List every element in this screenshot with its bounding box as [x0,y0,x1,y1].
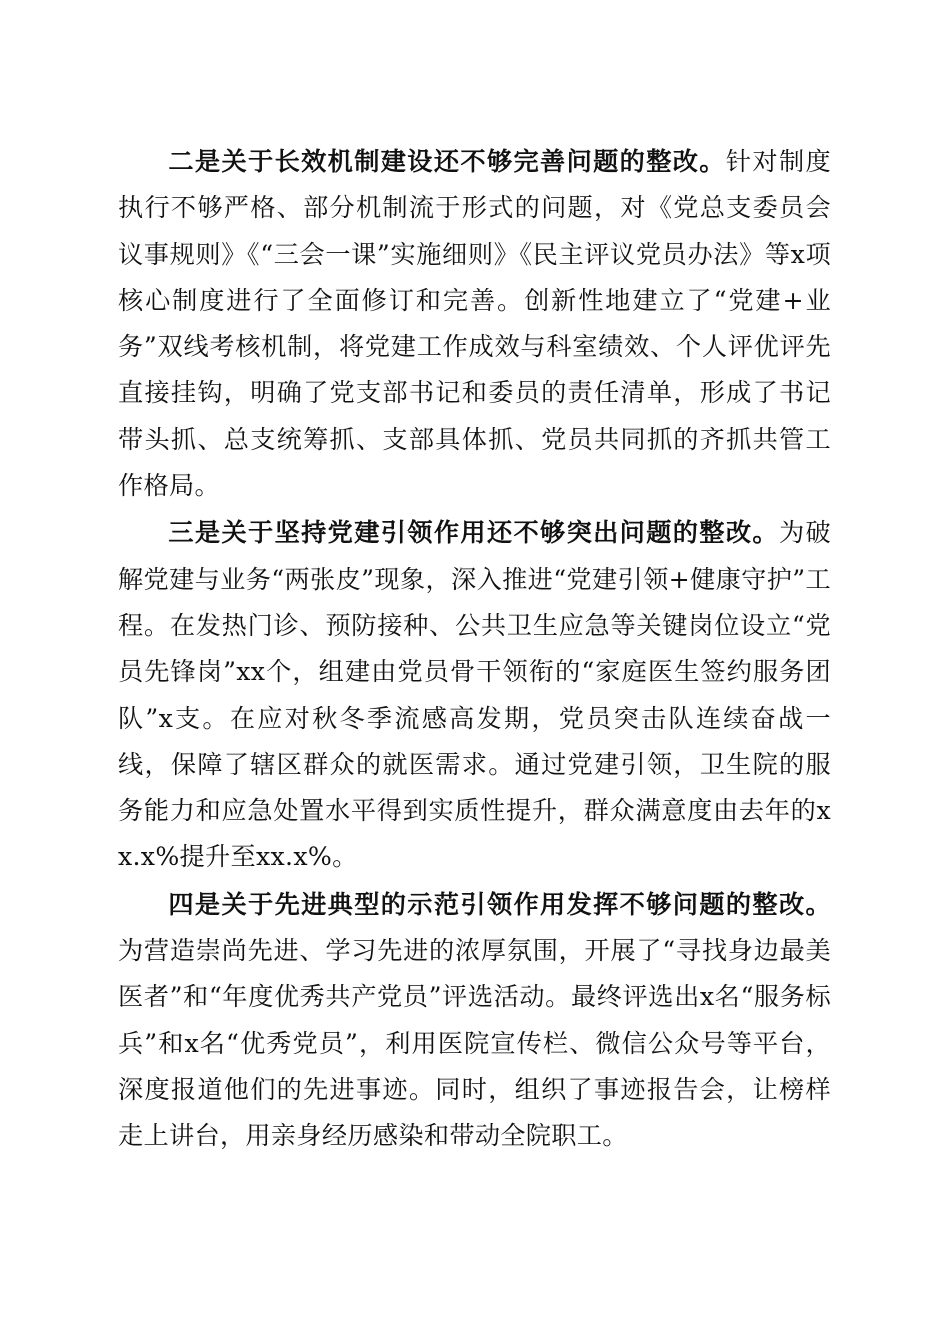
paragraph-3-body: 为破解党建与业务“两张皮”现象，深入推进“党建引领+健康守护”工程。在发热门诊、预防接种、公共卫生应急等关键岗位设立“党员先锋岗”xx个，组建由党员骨干领衔的“家庭医生签约服务团队”x支。在应对秋冬季流感高发期，党员突击队连续奋战一线，保障了辖区群众的就医需求。通过党建引领，卫生院的服务能力和应急处置水平得到实质性提升，群众满意度由去年的xx.x%提升至xx.x%。 [118,518,831,872]
paragraph-3-heading: 三是关于坚持党建引领作用还不够突出问题的整改。 [168,517,779,548]
paragraph-3 [118,509,831,880]
paragraph-2-body: 针对制度执行不够严格、部分机制流于形式的问题，对《党总支委员会议事规则》《“三会一课”实施细则》《民主评议党员办法》等x项核心制度进行了全面修订和完善。创新性地建立了“党建+业务”双线考核机制，将党建工作成效与科室绩效、个人评优评先直接挂钩，明确了党支部书记和委员的责任清单，形成了书记带头抓、总支统筹抓、支部具体抓、党员共同抓的齐抓共管工作格局。 [118,147,831,501]
document-page [118,138,831,1160]
paragraph-4 [118,881,831,1160]
paragraph-4-heading: 四是关于先进典型的示范引领作用发挥不够问题的整改。 [168,888,831,919]
paragraph-4-body: 为营造崇尚先进、学习先进的浓厚氛围，开展了“寻找身边最美医者”和“年度优秀共产党员”评选活动。最终评选出x名“服务标兵”和x名“优秀党员”，利用医院宣传栏、微信公众号等平台，深度报道他们的先进事迹。同时，组织了事迹报告会，让榜样走上讲台，用亲身经历感染和带动全院职工。 [118,936,831,1151]
paragraph-2 [118,138,831,509]
paragraph-2-heading: 二是关于长效机制建设还不够完善问题的整改。 [168,146,726,176]
